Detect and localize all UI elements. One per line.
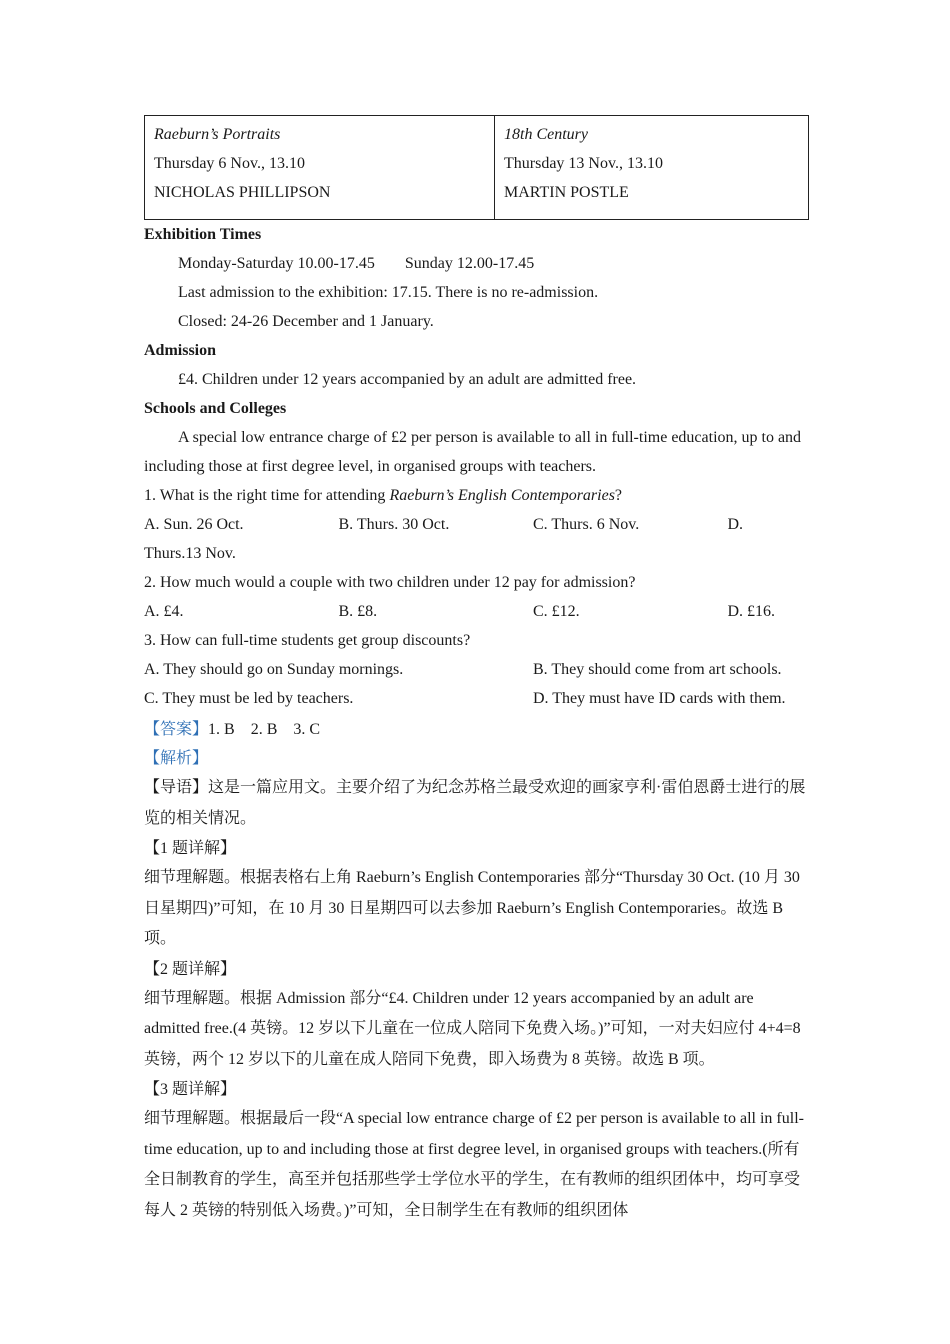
table-row (145, 116, 809, 220)
admission-text: £4. Children under 12 years accompanied by an adult are admitted free. (178, 371, 637, 388)
option-b: B. £8. (338, 603, 378, 620)
option-b: B. They should come from art schools. (533, 661, 782, 678)
option-a: A. Sun. 26 Oct. (144, 516, 244, 533)
schools-text: A special low entrance charge of £2 per person is available to all in full-time education, up to and including those at first degree level, in organised groups with teachers. (144, 429, 802, 475)
weekday-hours: Monday-Saturday 10.00-17.45 (178, 255, 375, 272)
option-c: C. Thurs. 6 Nov. (533, 516, 640, 533)
option-d: D. (727, 516, 744, 533)
option-b: B. Thurs. 30 Oct. (338, 516, 450, 533)
question-1-stem: 1. What is the right time for attending Raeburn’s English Contemporaries? (144, 487, 623, 504)
lecture-title: 18th Century (504, 126, 588, 143)
sunday-hours: Sunday 12.00-17.45 (404, 255, 535, 272)
option-d-text: Thurs.13 Nov. (144, 545, 236, 562)
question-3-options-row1 (144, 655, 809, 684)
question-1-options (144, 510, 809, 539)
option-d: D. They must have ID cards with them. (533, 690, 786, 707)
option-c: C. £12. (533, 603, 580, 620)
question-2-options (144, 597, 809, 626)
option-a: A. They should go on Sunday mornings. (144, 661, 404, 678)
lecture-speaker: NICHOLAS PHILLIPSON (154, 184, 331, 201)
lecture-title: Raeburn’s Portraits (154, 126, 281, 143)
question-2-stem: 2. How much would a couple with two children under 12 pay for admission? (144, 574, 636, 591)
admission-heading: Admission (144, 342, 217, 359)
event-name: Raeburn’s English Contemporaries (389, 487, 615, 504)
option-c: C. They must be led by teachers. (144, 690, 354, 707)
lecture-cell (495, 116, 809, 220)
lecture-speaker: MARTIN POSTLE (504, 184, 629, 201)
analysis-label: 【解析】 (144, 750, 209, 767)
question-3-stem: 3. How can full-time students get group discounts? (144, 632, 471, 649)
option-a: A. £4. (144, 603, 184, 620)
answer-label: 【答案】 (144, 721, 209, 738)
document-page (144, 115, 809, 1226)
schools-heading: Schools and Colleges (144, 400, 287, 417)
item-2-text: 细节理解题。根据 Admission 部分“£4. Children under 12 years accompanied by an adult are admitted free.(4 英镑。12 岁以下儿童在一位成人陪同下免费入场。)”可知，一对夫妇应付 4+4=8 英镑，两个 12 岁以下的儿童在成人陪同下免费，即入场费为 8 英镑。故选 B 项。 (144, 989, 801, 1068)
item-2-title: 【2 题详解】 (144, 960, 237, 978)
lecture-date: Thursday 6 Nov., 13.10 (154, 155, 305, 172)
exhibition-hours (144, 249, 809, 278)
analysis-intro: 【导语】这是一篇应用文。主要介绍了为纪念苏格兰最受欢迎的画家亨利·雷伯恩爵士进行的展览的相关情况。 (144, 779, 806, 827)
question-3-options-row2 (144, 684, 809, 713)
answer-values: 1. B 2. B 3. C (208, 721, 321, 738)
closed-dates: Closed: 24-26 December and 1 January. (178, 313, 434, 330)
lecture-cell (145, 116, 495, 220)
option-d: D. £16. (727, 603, 776, 620)
item-3-text: 细节理解题。根据最后一段“A special low entrance charge of £2 per person is available to all in full-time education, up to and including those at first degree level, in organised groups with teachers.(所有全日制教育的学生，高至并包括那些学士学位水平的学生，在有教师的组织团体中，均可享受每人 2 英镑的特别低入场费。)”可知，全日制学生在有教师的组织团体 (144, 1110, 804, 1219)
item-1-text: 细节理解题。根据表格右上角 Raeburn’s English Contemporaries 部分“Thursday 30 Oct. (10 月 30 日星期四)”可知，在 10 月 30 日星期四可以去参加 Raeburn’s English Contemporaries。故选 B 项。 (144, 869, 800, 947)
item-1-title: 【1 题详解】 (144, 840, 237, 857)
answer-line (144, 715, 809, 744)
lecture-table (144, 115, 809, 220)
exhibition-heading: Exhibition Times (144, 226, 262, 243)
lecture-date: Thursday 13 Nov., 13.10 (504, 155, 663, 172)
last-admission: Last admission to the exhibition: 17.15. There is no re-admission. (178, 284, 599, 301)
item-3-title: 【3 题详解】 (144, 1081, 237, 1098)
